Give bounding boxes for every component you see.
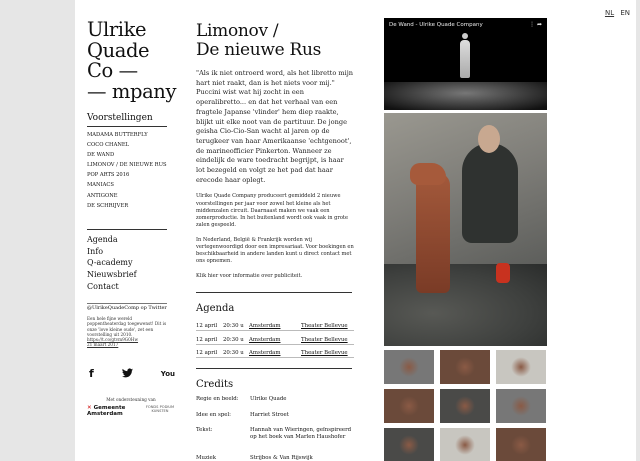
- support-label: Met ondersteuning van: [106, 397, 156, 402]
- agenda-city-link[interactable]: Amsterdam: [249, 337, 281, 343]
- credit-role: Muziek: [196, 455, 217, 461]
- photo-dog-puppet: [416, 173, 450, 293]
- agenda-row: [196, 323, 354, 331]
- intro-quote: "Als ik niet ontroerd word, als het libretto mijn hart niet raakt, dan is het niets voor mij." Puccini wist wat hij zocht in een operalibretto... en dat het verhaal van een fragtele Japanse 'vlinder' hem diep raakte, blijkt uit elke noot van de partituur. De jonge geisha Cio-Cio-San wacht al jaren op de terugkeer van haar Amerikaanse 'echtgenoot', de marineofficier Pinkerton. Wanneer ze eindelijk de ware toedracht begrijpt, is haar lot bezegeld en volgt ze het pad dat haar erecode haar oplegt.: [196, 69, 354, 184]
- show-link[interactable]: ANTIGONE: [87, 192, 118, 199]
- lang-en[interactable]: EN: [620, 9, 630, 17]
- credit-name: Ulrike Quade: [250, 396, 287, 402]
- show-list: [87, 130, 185, 211]
- nav-agenda[interactable]: Agenda: [87, 234, 118, 244]
- page: [75, 0, 636, 461]
- credit-row: [196, 427, 354, 441]
- facebook-icon[interactable]: f: [89, 367, 94, 380]
- photo-thumbnail[interactable]: [440, 428, 490, 461]
- photo-dog-head: [410, 163, 446, 185]
- credit-name: Hannah van Wieringen, geïnspireerd op het boek van Marlen Haushofer: [250, 427, 352, 440]
- credit-name: Strijbos & Van Rijswijk: [250, 455, 313, 461]
- photo-thumbnail[interactable]: [440, 389, 490, 423]
- xxx-icon: ✕: [87, 405, 92, 411]
- tweet: [87, 316, 167, 348]
- youtube-icon[interactable]: You: [160, 370, 175, 378]
- show-link[interactable]: DE SCHRIJVER: [87, 202, 129, 209]
- agenda-row: [196, 337, 354, 345]
- photo-woman-head: [478, 125, 500, 153]
- video-stage: [384, 82, 547, 110]
- photo-thumbnail[interactable]: [384, 389, 434, 423]
- agenda-time: 20:30 u: [223, 323, 244, 329]
- gemeente-amsterdam-logo[interactable]: ✕ Gemeente Amsterdam: [87, 405, 126, 417]
- agenda-venue-link[interactable]: Theater Bellevue: [301, 337, 348, 343]
- credit-row: [196, 455, 354, 461]
- agenda-time: 20:30 u: [223, 350, 244, 356]
- agenda-time: 20:30 u: [223, 337, 244, 343]
- agenda-date: 12 april: [196, 337, 218, 343]
- show-link[interactable]: MADAMA BUTTERFLY: [87, 132, 148, 138]
- share-icon[interactable]: ⋮ ➦: [529, 21, 542, 28]
- voorstellingen-heading[interactable]: Voorstellingen: [87, 113, 167, 127]
- publicity-link[interactable]: Klik hier voor informatie over publiciteit.: [196, 273, 303, 280]
- left-column: [87, 0, 185, 417]
- tweet-link[interactable]: https://t.co/gtvm9G0Hw: [87, 337, 139, 343]
- agenda-city-link[interactable]: Amsterdam: [249, 323, 281, 329]
- video-player[interactable]: [384, 18, 547, 110]
- social-links: [89, 368, 175, 381]
- fonds-podiumkunsten-logo[interactable]: FONDS PODIUM KUNSTEN: [145, 405, 175, 413]
- photo-thumbnail[interactable]: [496, 428, 546, 461]
- twitter-feed: [87, 303, 167, 348]
- credit-role: Tekst:: [196, 427, 213, 433]
- tweet-text: Een hele fijne wereld poppentheaterdag toegewenst! Dit is onze 'love kleine oude', zet een voorstelling uit 2010.: [87, 316, 167, 337]
- body-paragraph: Ulrike Quade Company produceert gemiddeld 2 nieuwe voorstellingen per jaar voor zowel het kleine als het middenzalen circuit. Daarnaast maken we vaak een zomerproductie. In het buitenland wordt ook vaak in grote zalen gespeeld.: [196, 193, 348, 228]
- nav-q-academy[interactable]: Q-academy: [87, 258, 133, 268]
- credits-heading: Credits: [196, 368, 352, 390]
- company-logo[interactable]: Ulrike Quade Co — — mpany: [87, 18, 177, 103]
- body-paragraph: In Nederland, België & Frankrijk worden wij vertegenwoordigd door een impresariaat. Voor boekingen en beschikbaarheid in andere landen kunt u direct contact met ons opnemen.: [196, 236, 354, 265]
- main-photo[interactable]: [384, 113, 547, 346]
- credit-role: Regie en beeld:: [196, 396, 239, 402]
- agenda-venue-link[interactable]: Theater Bellevue: [301, 323, 348, 329]
- credit-row: [196, 412, 354, 419]
- show-link[interactable]: DE WAND: [87, 152, 115, 159]
- page-title: Limonov / De nieuwe Rus: [196, 21, 322, 60]
- show-link[interactable]: COCO CHANEL: [87, 142, 130, 149]
- photo-thumbnail[interactable]: [384, 350, 434, 384]
- agenda-row: [196, 350, 354, 358]
- photo-thumbnail[interactable]: [496, 350, 546, 384]
- media-column: [384, 18, 552, 461]
- photo-rocks: [384, 264, 547, 346]
- agenda-city-link[interactable]: Amsterdam: [249, 350, 281, 356]
- photo-thumbnail[interactable]: [440, 350, 490, 384]
- language-switcher: [601, 9, 630, 17]
- photo-thumbnail[interactable]: [384, 428, 434, 461]
- photo-red-glove: [496, 263, 510, 283]
- credit-name: Harriet Stroet: [250, 412, 289, 418]
- nav-nieuwsbrief[interactable]: Nieuwsbrief: [87, 270, 137, 280]
- photo-thumbnail[interactable]: [496, 389, 546, 423]
- content-column: [196, 0, 354, 461]
- agenda-heading: Agenda: [196, 292, 352, 314]
- video-performer: [460, 40, 470, 78]
- video-title[interactable]: De Wand - Ulrike Quade Company: [389, 22, 483, 28]
- lang-nl[interactable]: NL: [604, 9, 615, 17]
- photo-woman: [462, 143, 518, 243]
- nav-info[interactable]: Info: [87, 246, 104, 256]
- sponsor-logos: [87, 405, 175, 417]
- show-link[interactable]: POP ARTS 2016: [87, 172, 130, 179]
- twitter-heading[interactable]: @UlrikeQuadeComp op Twitter: [87, 305, 167, 311]
- credit-row: [196, 396, 354, 403]
- photo-thumbnails: [384, 350, 552, 461]
- twitter-icon[interactable]: [122, 368, 133, 381]
- nav-contact[interactable]: Contact: [87, 281, 119, 291]
- agenda-venue-link[interactable]: Theater Bellevue: [301, 350, 348, 356]
- show-link[interactable]: LIMONOV / DE NIEUWE RUS: [87, 162, 167, 169]
- agenda-date: 12 april: [196, 350, 218, 356]
- show-link[interactable]: MANIACS: [87, 182, 114, 189]
- credit-role: Idee en spel:: [196, 412, 231, 418]
- tweet-date[interactable]: 21 maart 2017: [87, 342, 119, 348]
- main-nav: [87, 229, 167, 293]
- agenda-date: 12 april: [196, 323, 218, 329]
